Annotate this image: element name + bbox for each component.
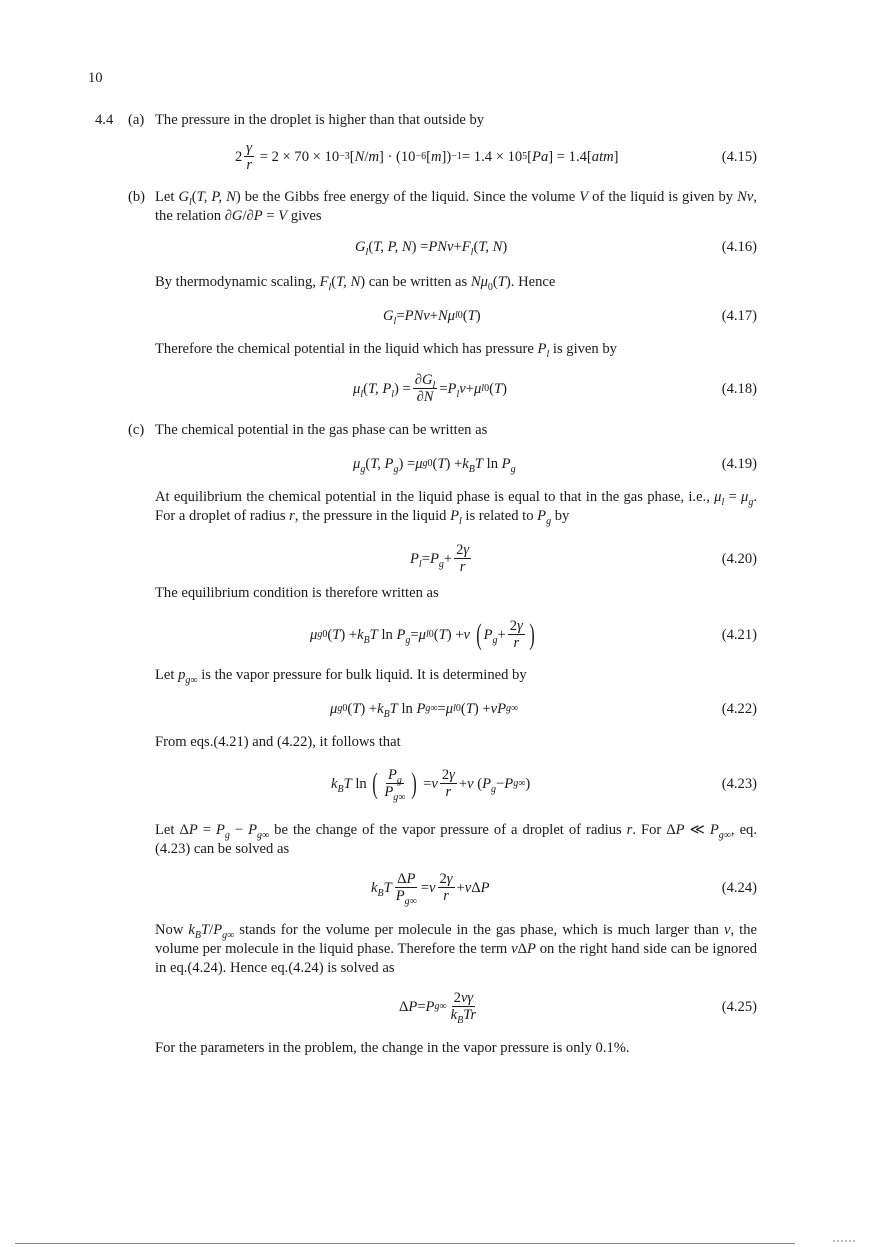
part-b-paragraph-3: Therefore the chemical potential in the liquid which has pressure $P_l$ is given by (155, 341, 617, 360)
part-c-paragraph-7: Now $k_BT/P_{g\infty}$ stands for the volume per molecule in the gas phase, which is much larger than v, the volume per molecule in the liquid phase. Therefore the term vΔP on the right hand side can be ignored in eq.(4.24). Hence eq.(4.24) is solved as (155, 922, 757, 976)
part-c-label: (c) (128, 422, 145, 438)
eq-number: (4.18) (721, 380, 757, 397)
part-c-paragraph-4: Let $p_{g\infty}$ is the vapor pressure for bulk liquid. It is determined by (155, 667, 527, 686)
equation-4-17: $G_l$ = PNv + Nμ l0 ( T ) (4.17) (155, 298, 757, 334)
eq-number: (4.16) (721, 238, 757, 255)
eq-number: (4.15) (721, 148, 757, 165)
equation-4-22: μ g0 ( T ) + $k_BT$ ln P g∞ = μ l0 ( T ) + vP g∞ (4.22) (155, 691, 757, 727)
equation-4-15: 2 $\frac{\gamma}{r}$ = 2 × 70 × 10 −3 [ N / m ] · (10 −6 [ m ]) −1 = 1.4 × 10 5 [ Pa ] = 1.4[ atm ] (4.15) (155, 137, 757, 177)
part-c-paragraph-3: The equilibrium condition is therefore written as (155, 585, 439, 601)
eq-number: (4.21) (721, 626, 757, 643)
equation-4-25: Δ P = P g∞ $\frac{2v\gamma}{k_BTr}$ (4.25) (155, 984, 757, 1030)
eq-number: (4.23) (721, 775, 757, 792)
footer-rule (15, 1243, 795, 1244)
part-a-text: The pressure in the droplet is higher than that outside by (155, 112, 485, 128)
equation-4-16: $G_l$ ( T, P, N ) = PNv + $F_l$ ( T, N ) (4.16) (155, 229, 757, 265)
part-b-paragraph-2: By thermodynamic scaling, $F_l(T$, N) can be written as $N\mu_0(T)$. Hence (155, 274, 556, 293)
eq-number: (4.20) (721, 550, 757, 567)
part-c-paragraph-2: At equilibrium the chemical potential in the liquid phase is equal to that in the gas phase, i.e., $\mu_l = \mu_g$. For a droplet of radius r, the pressure in the liquid $P_l$ is related to $P_g$ by (155, 489, 757, 527)
eq-number: (4.25) (721, 998, 757, 1015)
equation-4-20: $P_l$ = $P_g$ + $\frac{2\gamma}{r}$ (4.20) (155, 536, 757, 582)
part-c-paragraph-8: For the parameters in the problem, the change in the vapor pressure is only 0.1%. (155, 1040, 630, 1056)
equation-4-21: μ g0 ( T ) + $k_BT$ ln $P_g$ = μ l0 ( T ) + v ( $P_g$ + $\frac{2\gamma}{r}$ ) (4.21) (155, 612, 757, 658)
part-b-label: (b) (128, 189, 146, 205)
eq-number: (4.19) (721, 455, 757, 472)
part-c-paragraph-1: The chemical potential in the gas phase can be written as (155, 422, 488, 438)
equation-4-19: $\mu_g$ ( T, $P_g$ ) = μ g0 ( T ) + $k_BT$ ln $P_g$ (4.19) (155, 446, 757, 482)
part-b-paragraph-1: Let $G_l(T$, P, N) be the Gibbs free energy of the liquid. Since the volume V of the liquid is given by Nv, the relation ∂G/∂P = V gives (155, 189, 757, 224)
equation-4-23: $k_BT$ ln ( $\frac{P_g}{P_{g\infty}}$ ) = v $\frac{2\gamma}{r}$ + v ( $P_g$ − P g∞ ) (4.23) (155, 761, 757, 807)
footer-marker (833, 1240, 855, 1242)
part-c-paragraph-6: Let $\Delta P = P_g - P_{g\infty}$ be the change of the vapor pressure of a droplet of radius r. For ΔP ≪ $P_{g\infty}$, eq. (4.23) can be solved as (155, 822, 757, 857)
page-number: 10 (88, 70, 103, 86)
problem-number: 4.4 (95, 112, 114, 128)
equation-4-24: $k_BT$ $\frac{\Delta P}{P_{g\infty}}$ = v $\frac{2\gamma}{r}$ + v Δ P (4.24) (155, 865, 757, 911)
equation-4-18: $\mu_l$ ( T, $P_l$ ) = $\frac{\partial G_l}{\partial N}$ = $P_lv$ + μ l0 ( T ) (4.18) (155, 366, 757, 412)
eq-number: (4.17) (721, 307, 757, 324)
part-c-paragraph-5: From eqs.(4.21) and (4.22), it follows that (155, 734, 401, 750)
eq-number: (4.24) (721, 879, 757, 896)
part-a-label: (a) (128, 112, 145, 128)
eq-number: (4.22) (721, 700, 757, 717)
